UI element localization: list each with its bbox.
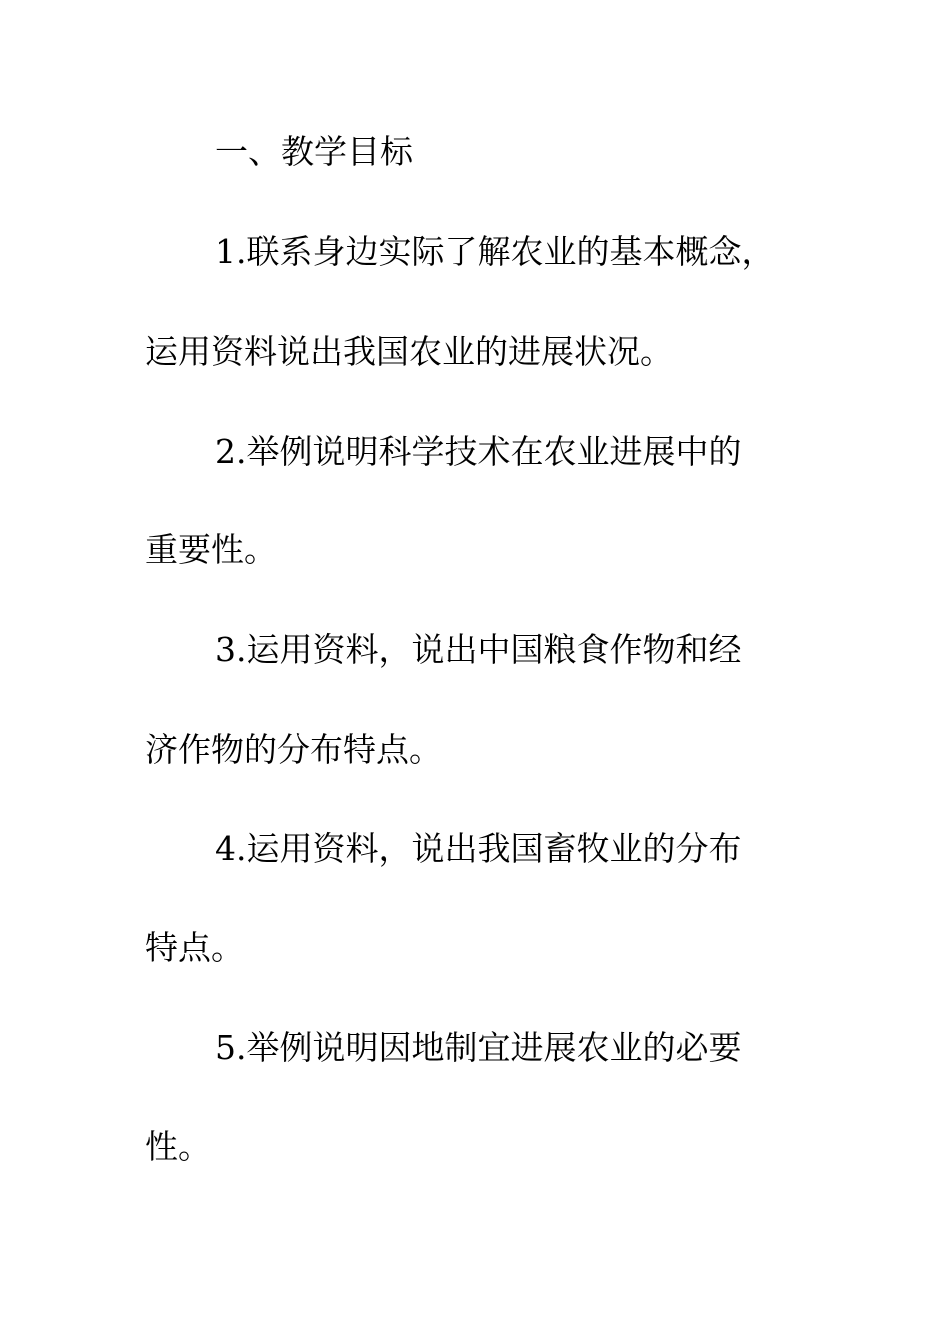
objective-2-line-1: 2.举例说明科学技术在农业进展中的 <box>215 432 742 471</box>
objective-5-line-2: 性。 <box>145 1127 211 1166</box>
objective-5-line-1: 5.举例说明因地制宜进展农业的必要 <box>215 1028 742 1067</box>
objective-1-line-2: 运用资料说出我国农业的进展状况。 <box>145 332 673 371</box>
objective-3-line-2: 济作物的分布特点。 <box>145 730 442 769</box>
objective-2-line-2: 重要性。 <box>145 530 277 569</box>
section-heading: 一、教学目标 <box>215 132 413 171</box>
objective-4-line-1: 4.运用资料，说出我国畜牧业的分布 <box>215 829 742 868</box>
objective-1-line-1: 1.联系身边实际了解农业的基本概念， <box>215 232 775 271</box>
objective-4-line-2: 特点。 <box>145 928 244 967</box>
objective-3-line-1: 3.运用资料，说出中国粮食作物和经 <box>215 630 742 669</box>
